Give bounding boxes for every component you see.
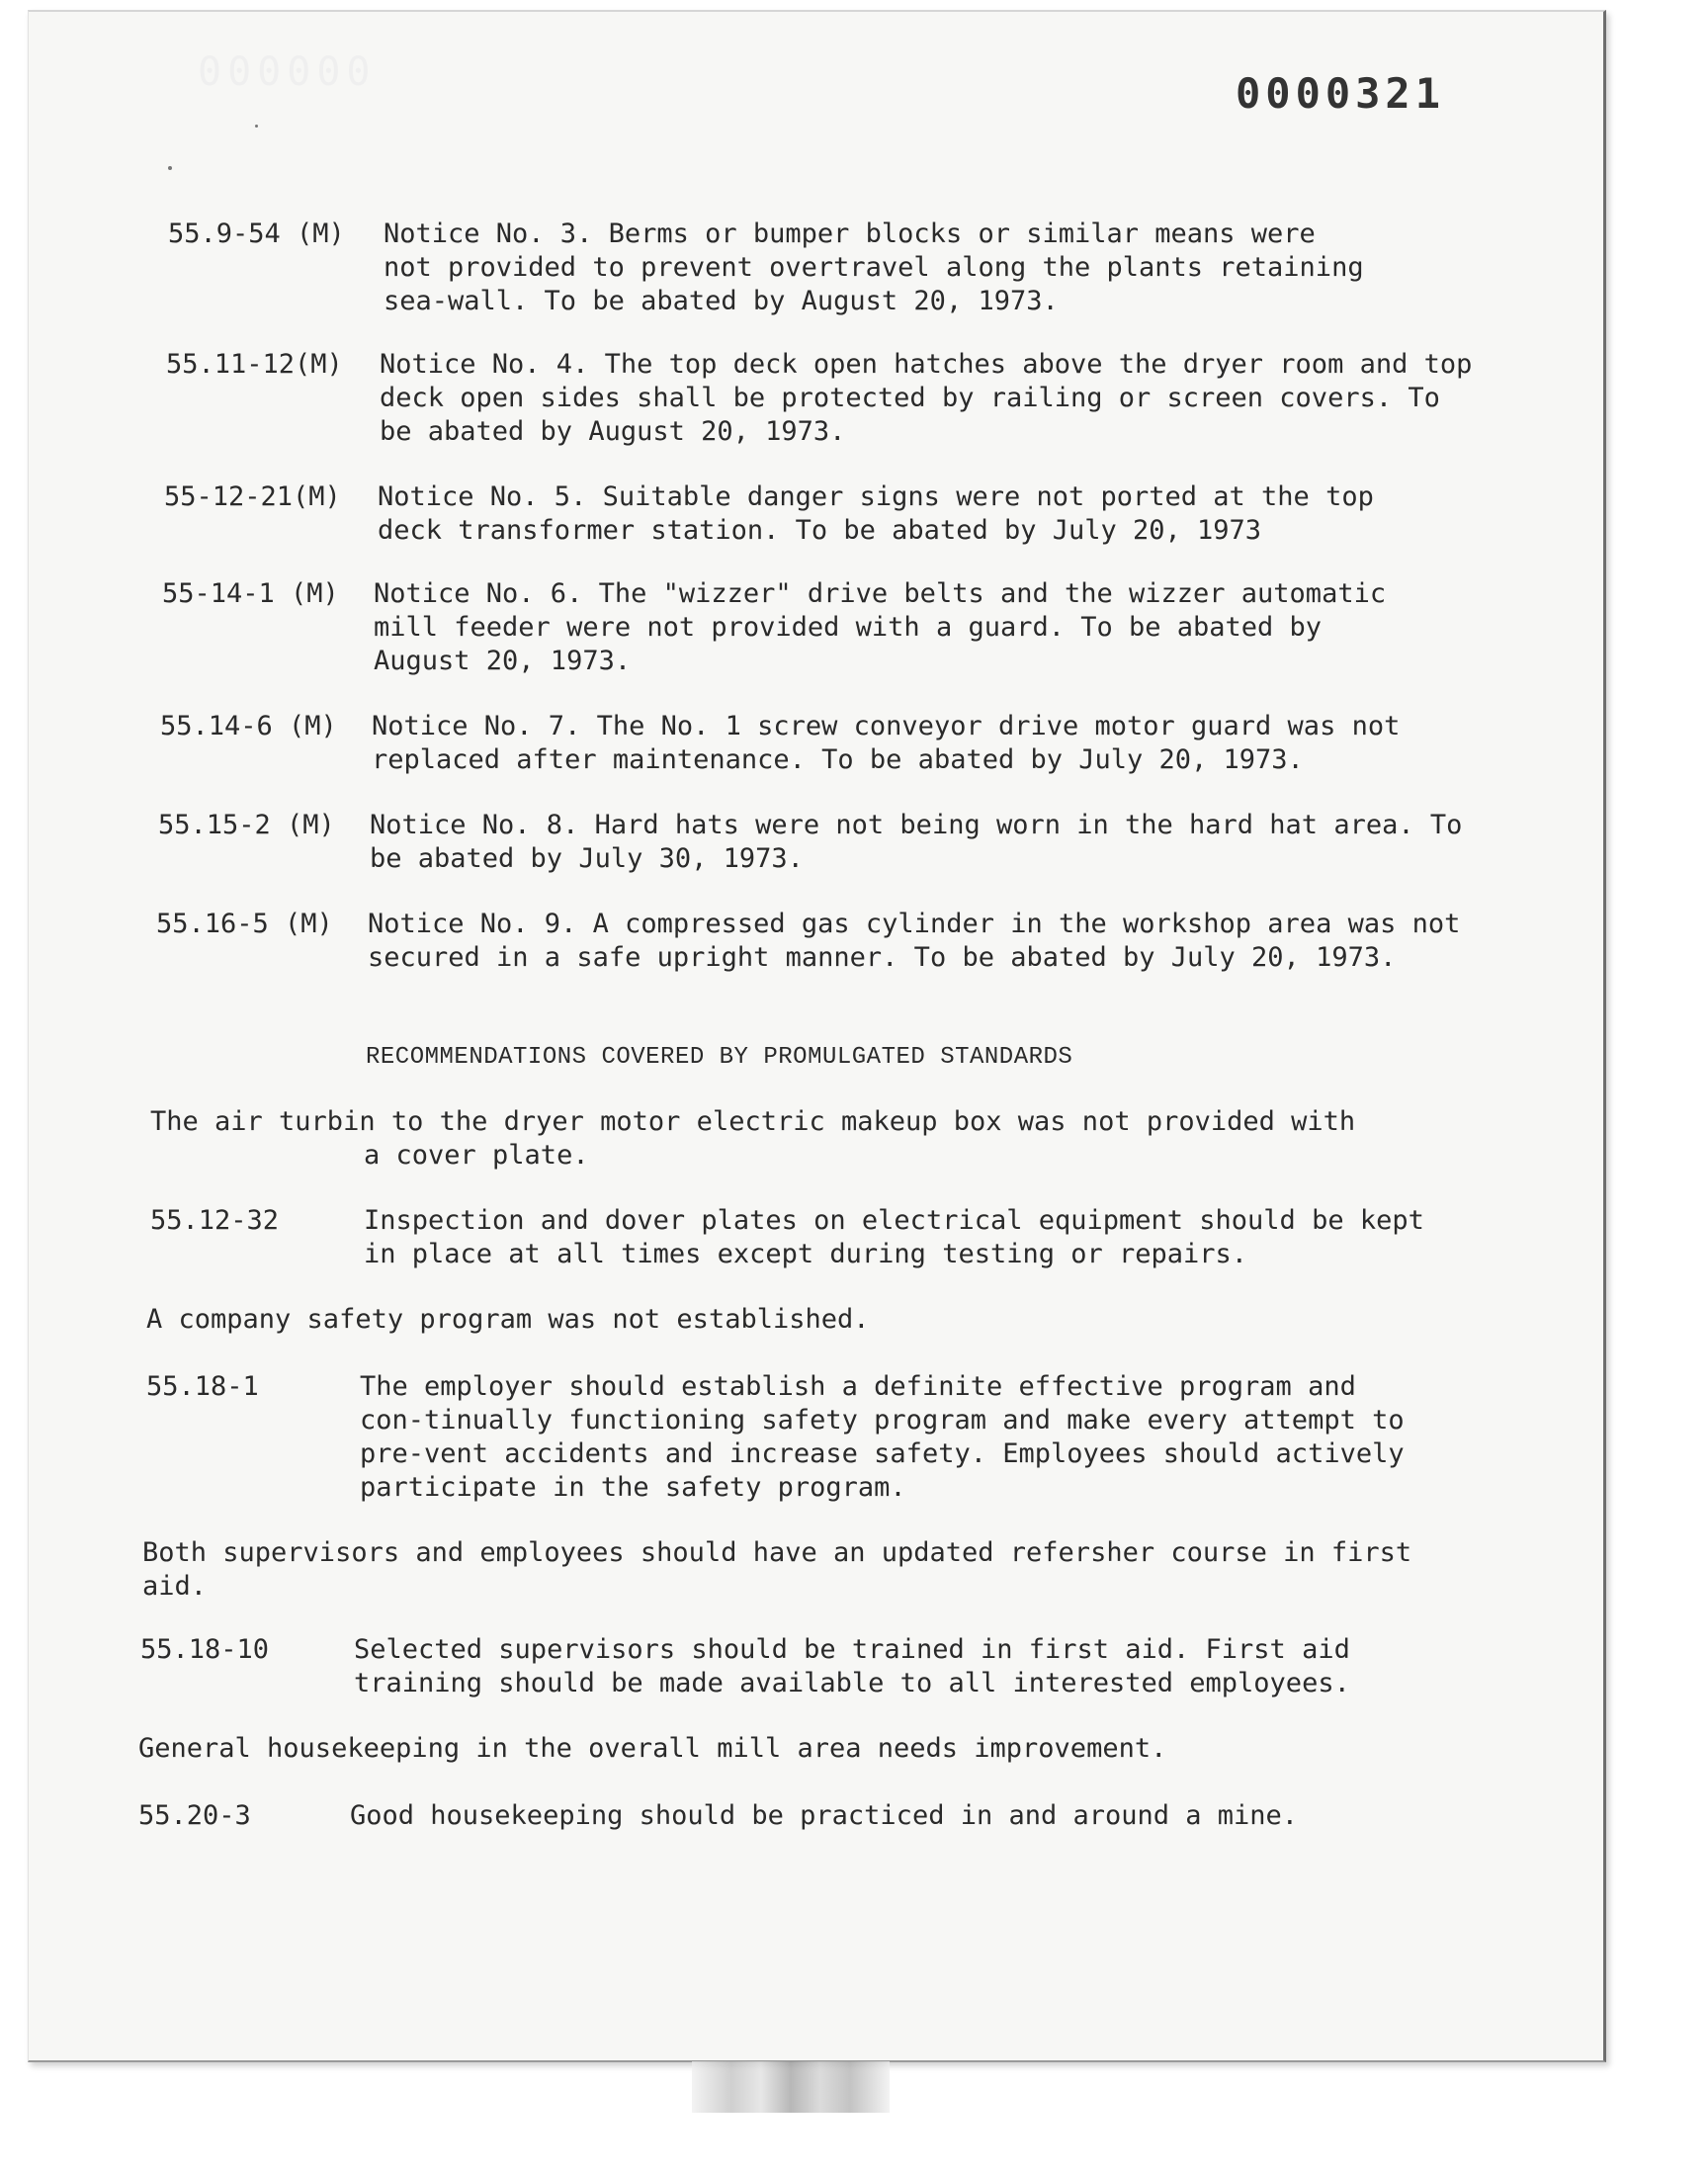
standard-code: 55.18-1 — [146, 1371, 259, 1402]
notice-text: Notice No. 4. The top deck open hatches above the dryer room and top deck open sides shall be protected by railing or screen covers. To be abated by August 20, 1973. — [380, 349, 1473, 447]
ghost-mark: 000000 — [198, 49, 377, 95]
notice-code: 55.11-12(M) — [166, 349, 343, 380]
notice-text: Notice No. 6. The "wizzer" drive belts and the wizzer automatic mill feeder were not provided with a guard. To be abated by August 20, 1973. — [374, 578, 1387, 676]
standard-text: Good housekeeping should be practiced in and around a mine. — [350, 1800, 1299, 1831]
finding-text: General housekeeping in the overall mill area needs improvement. — [138, 1733, 1167, 1764]
standard-code: 55.20-3 — [138, 1800, 251, 1831]
recommendation-finding — [150, 1105, 1435, 1173]
notice-text: Notice No. 5. Suitable danger signs were not ported at the top deck transformer station. To be abated by July 20, 1973 — [378, 481, 1374, 546]
notice-code: 55.14-6 (M) — [160, 711, 337, 741]
page-number: 0000321 — [1236, 69, 1446, 118]
notice-text: Notice No. 7. The No. 1 screw conveyor drive motor guard was not replaced after maintenance. To be abated by July 20, 1973. — [372, 711, 1401, 775]
notice-text: Notice No. 9. A compressed gas cylinder in the workshop area was not secured in a safe upright manner. To be abated by July 20, 1973. — [368, 909, 1461, 973]
notice-code: 55-14-1 (M) — [162, 578, 339, 609]
notice-code: 55.15-2 (M) — [158, 810, 335, 840]
notice-text: Notice No. 3. Berms or bumper blocks or similar means were not provided to prevent overtravel along the plants retaining sea-wall. To be abated by August 20, 1973. — [384, 218, 1364, 316]
notice-text: Notice No. 8. Hard hats were not being worn in the hard hat area. To be abated by July 30, 1973. — [370, 810, 1463, 874]
standard-code: 55.12-32 — [150, 1205, 280, 1236]
notice-code: 55-12-21(M) — [164, 481, 341, 512]
finding-text-continued: a cover plate. — [364, 1140, 589, 1171]
standard-text: Selected supervisors should be trained in first aid. First aid training should be made available to all interested employees. — [354, 1634, 1350, 1698]
standard-text: The employer should establish a definite effective program and con-tinually functioning safety program and make every attempt to pre-vent accidents and increase safety. Employees should actively participate in the safety program. — [360, 1371, 1405, 1503]
finding-text: A company safety program was not established. — [146, 1304, 870, 1335]
finding-text: Both supervisors and employees should have an updated refersher course in first aid. — [142, 1537, 1412, 1602]
notice-code: 55.9-54 (M) — [168, 218, 345, 249]
standard-code: 55.18-10 — [140, 1634, 270, 1665]
recommendation-finding — [142, 1536, 1467, 1604]
scan-artifact — [692, 2061, 890, 2113]
finding-text: The air turbin to the dryer motor electric makeup box was not provided with — [150, 1106, 1356, 1137]
scan-speck — [168, 166, 172, 170]
notice-code: 55.16-5 (M) — [156, 909, 333, 939]
recommendations-heading: RECOMMENDATIONS COVERED BY PROMULGATED STANDARDS — [366, 1044, 1073, 1071]
standard-text: Inspection and dover plates on electrical equipment should be kept in place at all times except during testing or repairs. — [364, 1205, 1424, 1269]
recommendation-finding — [146, 1303, 1431, 1337]
recommendation-finding — [138, 1732, 1463, 1766]
scan-speck — [255, 125, 258, 128]
